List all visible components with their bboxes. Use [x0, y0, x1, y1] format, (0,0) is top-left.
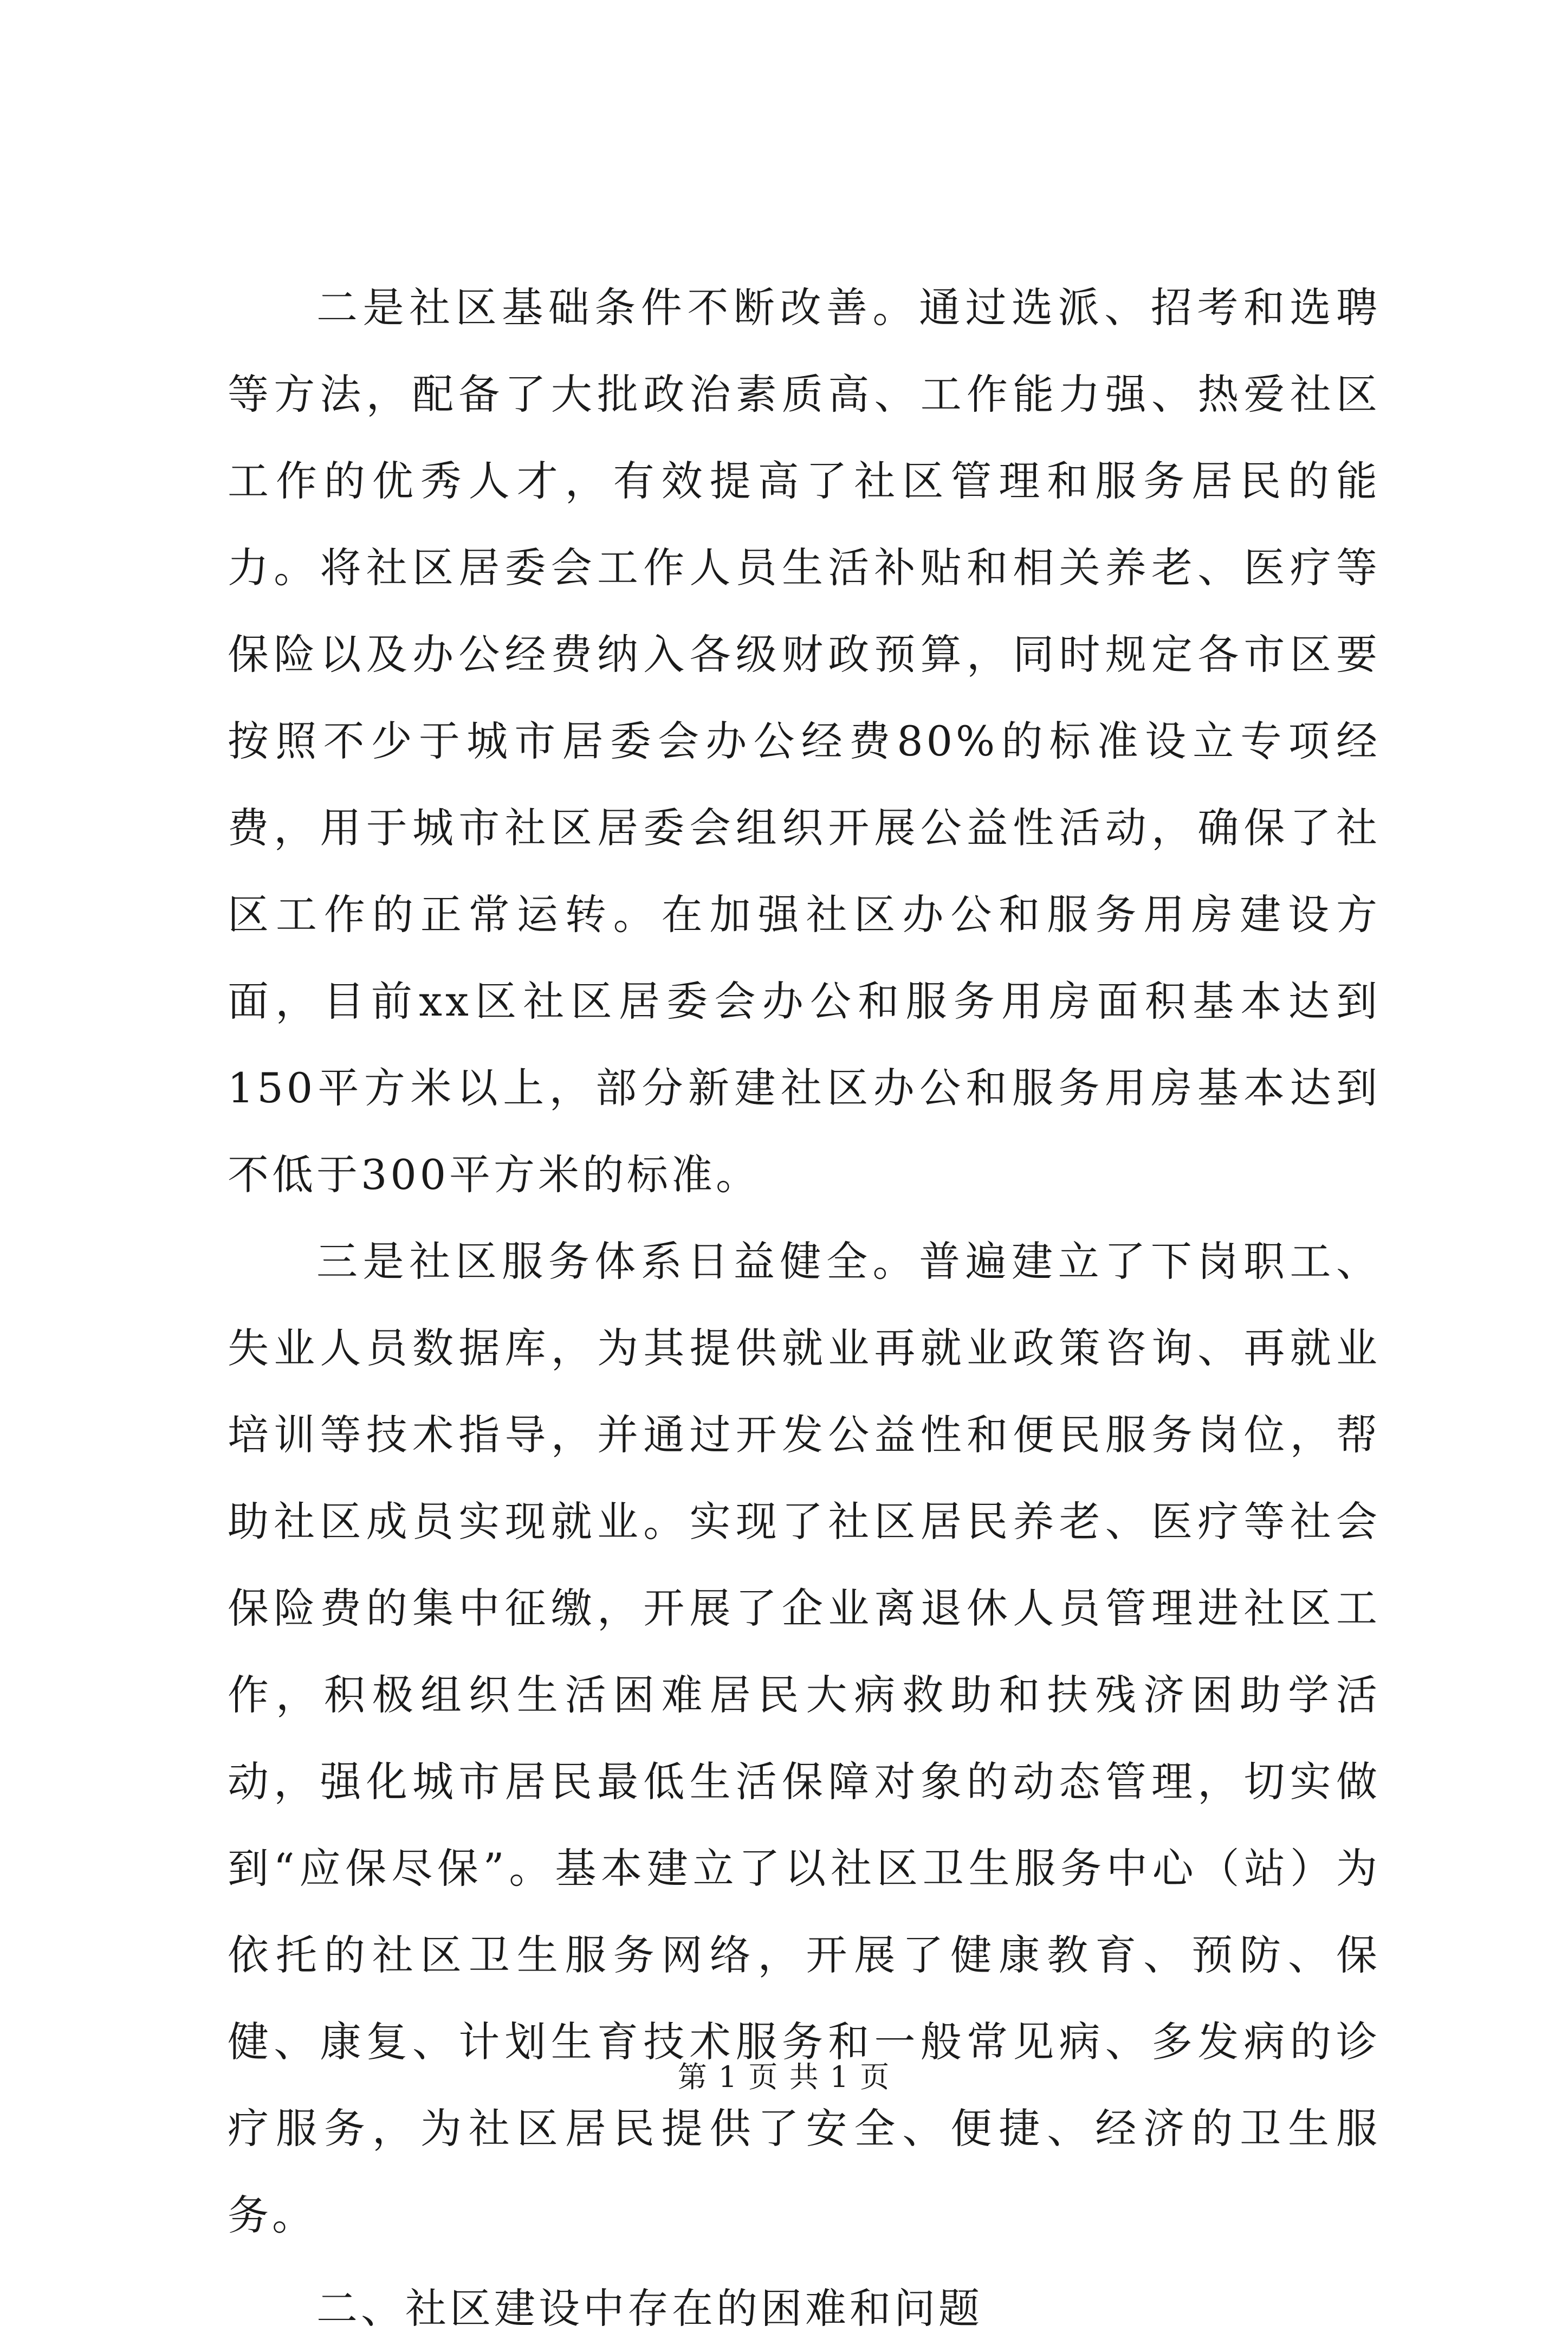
document-body	[228, 264, 1381, 2352]
page-footer: 第 1 页 共 1 页	[677, 2060, 891, 2094]
section-heading: 二、社区建设中存在的困难和问题	[316, 2284, 983, 2332]
paragraph-infrastructure: 二是社区基础条件不断改善。通过选派、招考和选聘等方法，配备了大批政治素质高、工作能力强、热爱社区工作的优秀人才，有效提高了社区管理和服务居民的能力。将社区居委会工作人员生活补贴和相关养老、医疗等保险以及办公经费纳入各级财政预算，同时规定各市区要按照不少于城市居委会办公经费80%的标准设立专项经费，用于城市社区居委会组织开展公益性活动，确保了社区工作的正常运转。在加强社区办公和服务用房建设方面，目前xx区社区居委会办公和服务用房面积基本达到150平方米以上，部分新建社区办公和服务用房基本达到不低于300平方米的标准。	[228, 283, 1381, 1199]
paragraph-service-system: 三是社区服务体系日益健全。普遍建立了下岗职工、失业人员数据库，为其提供就业再就业政策咨询、再就业培训等技术指导，并通过开发公益性和便民服务岗位，帮助社区成员实现就业。实现了社区居民养老、医疗等社会保险费的集中征缴，开展了企业离退休人员管理进社区工作，积极组织生活困难居民大病救助和扶残济困助学活动，强化城市居民最低生活保障对象的动态管理，切实做到“应保尽保”。基本建立了以社区卫生服务中心（站）为依托的社区卫生服务网络，开展了健康教育、预防、保健、康复、计划生育技术服务和一般常见病、多发病的诊疗服务，为社区居民提供了安全、便捷、经济的卫生服务。	[228, 1237, 1381, 2239]
